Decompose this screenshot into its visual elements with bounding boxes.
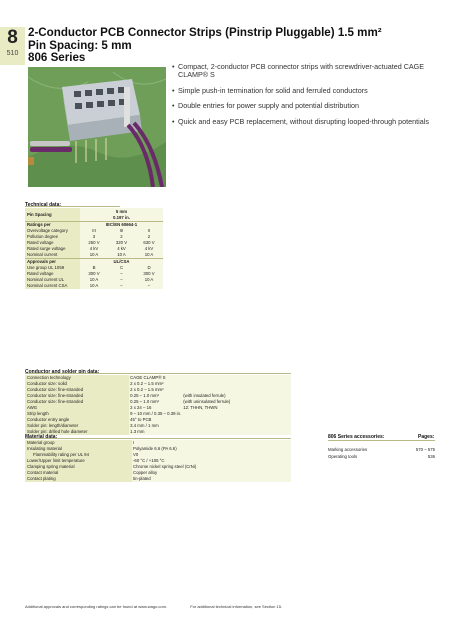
conductor-value: 0.25 – 1.0 mm² xyxy=(129,393,182,399)
rating-value: B xyxy=(80,265,108,271)
material-label: Material group xyxy=(25,440,132,446)
conductor-value: 2 x 0.2 – 1.5 mm² xyxy=(129,381,182,387)
rating-value: 10 A xyxy=(80,252,108,259)
rating-value: 10 A xyxy=(135,277,163,283)
rating-value: 300 V xyxy=(135,271,163,277)
rating-label: Rated voltage xyxy=(25,240,80,246)
connector-illustration xyxy=(28,67,166,187)
material-label: Contact material xyxy=(25,470,132,476)
material-value: Copper alloy xyxy=(132,470,291,476)
accessory-pages: 570 – 575 xyxy=(415,447,435,452)
rating-label: Overvoltage category xyxy=(25,228,80,234)
conductor-value: 45° to PCB xyxy=(129,417,182,423)
conductor-data-title: Conductor and solder pin data: xyxy=(25,369,100,375)
divider xyxy=(25,373,291,374)
rating-standard: UL/CSA xyxy=(80,259,163,266)
section-tab xyxy=(0,27,25,65)
rating-row xyxy=(25,283,163,289)
footer-approvals-note: Additional approvals and corresponding ratings can be found at www.wago.com. xyxy=(25,604,168,609)
title-line-1: 2-Conductor PCB Connector Strips (Pinstrip Pluggable) 1.5 mm² xyxy=(28,26,382,39)
iec-ratings xyxy=(25,222,163,259)
conductor-label: Strip length xyxy=(25,411,129,417)
conductor-value: 0.25 – 1.0 mm² xyxy=(129,399,182,405)
material-label: Lower/Upper limit temperature xyxy=(25,458,132,464)
feature-item: • Simple push-in termination for solid and ferruled conductors xyxy=(172,87,447,95)
conductor-note: (with uninsulated ferrule) xyxy=(182,399,291,405)
material-value: Polyamide 6.6 (PA 6.6) xyxy=(132,446,291,452)
product-photo xyxy=(28,67,166,187)
rating-value: III xyxy=(80,228,108,234)
conductor-label: Conductor size: fine-stranded xyxy=(25,387,129,393)
divider xyxy=(328,440,435,441)
conductor-label: Conductor size: solid xyxy=(25,381,129,387)
rating-value: 4 kV xyxy=(80,246,108,252)
material-label: Insulating material xyxy=(25,446,132,452)
conductor-label: Conductor size: fine-stranded xyxy=(25,399,129,405)
rating-value: 630 V xyxy=(135,240,163,246)
conductor-value: 3.4 mm / 1 mm xyxy=(129,423,182,429)
feature-item: • Quick and easy PCB replacement, without disrupting looped-through potentials xyxy=(172,118,447,126)
material-row xyxy=(25,476,291,482)
rating-value: – xyxy=(108,277,135,283)
conductor-data-table xyxy=(25,375,291,435)
material-label: Contact plating xyxy=(25,476,132,482)
accessories-pages-title: Pages: xyxy=(418,434,435,440)
material-value: tin-plated xyxy=(132,476,291,482)
conductor-value: CAGE CLAMP® S xyxy=(129,375,182,381)
accessories-title: 806 Series accessories: xyxy=(328,434,385,440)
conductor-label: Solder pin: length/diameter xyxy=(25,423,129,429)
pin-spacing-value xyxy=(80,208,163,222)
pin-spacing-mm: 5 mm xyxy=(115,208,128,214)
rating-value: D xyxy=(135,265,163,271)
technical-data-table xyxy=(25,208,163,289)
conductor-label: Solder pin: drilled hole diameter xyxy=(25,429,129,435)
title-line-3: 806 Series xyxy=(28,51,86,64)
conductor-value: 1.3 mm xyxy=(129,429,182,435)
rating-value: 300 V xyxy=(80,271,108,277)
conductor-label: AWG xyxy=(25,405,129,411)
rating-value: – xyxy=(135,283,163,289)
rating-label: Nominal current CSA xyxy=(25,283,80,289)
rating-value: 10 A xyxy=(135,252,163,259)
conductor-note xyxy=(182,429,291,435)
pin-spacing-in: 0.197 in. xyxy=(113,214,130,220)
accessory-label: Operating tools xyxy=(328,453,358,459)
accessory-label: Marking accessories xyxy=(328,447,368,452)
rating-value: 10 A xyxy=(108,252,135,259)
rating-value: 4 kV xyxy=(108,246,135,252)
material-data-title: Material data: xyxy=(25,434,58,440)
rating-label: Nominal current UL xyxy=(25,277,80,283)
conductor-note: 12: THHN, THWN xyxy=(182,405,291,411)
rating-label: Pollution degree xyxy=(25,234,80,240)
rating-value: III xyxy=(108,228,135,234)
rating-label: Nominal current xyxy=(25,252,80,259)
feature-list xyxy=(172,63,447,133)
divider xyxy=(25,206,120,207)
rating-standard: IEC/EN 60664-1 xyxy=(80,222,163,229)
footer xyxy=(25,604,282,609)
rating-value: 2 xyxy=(135,234,163,240)
rating-value: – xyxy=(108,271,135,277)
footer-technical-note: For additional technical information, see Section 15. xyxy=(190,604,283,609)
rating-value: C xyxy=(108,265,135,271)
rating-value: 10 A xyxy=(80,283,108,289)
rating-label: Approvals per xyxy=(25,259,80,266)
material-value: V0 xyxy=(132,452,291,458)
rating-label: Ratings per xyxy=(25,222,80,229)
rating-value: 320 V xyxy=(108,240,135,246)
rating-value: 10 A xyxy=(80,277,108,283)
section-number: 8 xyxy=(7,27,18,48)
conductor-value: 2 x 24 – 16 xyxy=(129,405,182,411)
rating-value: II xyxy=(135,228,163,234)
material-value: Chrome nickel spring steel (CrNi) xyxy=(132,464,291,470)
conductor-row xyxy=(25,429,291,435)
rating-label: Use group UL 1059 xyxy=(25,265,80,271)
conductor-label: Connection technology xyxy=(25,375,129,381)
accessory-pages: 536 xyxy=(427,453,435,459)
rating-value: 250 V xyxy=(80,240,108,246)
rating-value: 4 kV xyxy=(135,246,163,252)
rating-value: – xyxy=(108,283,135,289)
material-label: Clamping spring material xyxy=(25,464,132,470)
material-value: I xyxy=(132,440,291,446)
rating-value: 3 xyxy=(80,234,108,240)
technical-data-title: Technical data: xyxy=(25,202,62,208)
conductor-value: 2 x 0.2 – 1.5 mm² xyxy=(129,387,182,393)
accessory-row xyxy=(328,454,435,461)
page-number: 510 xyxy=(6,50,19,57)
rating-label: Rated surge voltage xyxy=(25,246,80,252)
page-title xyxy=(28,27,382,65)
rating-label: Rated voltage xyxy=(25,271,80,277)
feature-item: • Double entries for power supply and potential distribution xyxy=(172,102,447,110)
material-value: -60 °C / +105 °C xyxy=(132,458,291,464)
ul-ratings xyxy=(25,259,163,290)
conductor-value: 9 – 10 mm / 0.35 – 0.39 in. xyxy=(130,411,182,416)
material-label: Flammability rating per UL 94 xyxy=(25,452,132,458)
material-data-table xyxy=(25,440,291,482)
feature-item: • Compact, 2-conductor PCB connector strips with screwdriver-actuated CAGE CLAMP® S xyxy=(172,63,447,80)
pin-spacing-label: Pin Spacing xyxy=(25,208,80,222)
conductor-note: (with insulated ferrule) xyxy=(182,393,291,399)
conductor-label: Conductor size: fine-stranded xyxy=(25,393,129,399)
rating-value: 2 xyxy=(108,234,135,240)
title-line-2: Pin Spacing: 5 mm xyxy=(28,38,132,52)
accessories-list xyxy=(328,447,435,460)
divider xyxy=(25,438,291,439)
conductor-label: Conductor entry angle xyxy=(25,417,129,423)
